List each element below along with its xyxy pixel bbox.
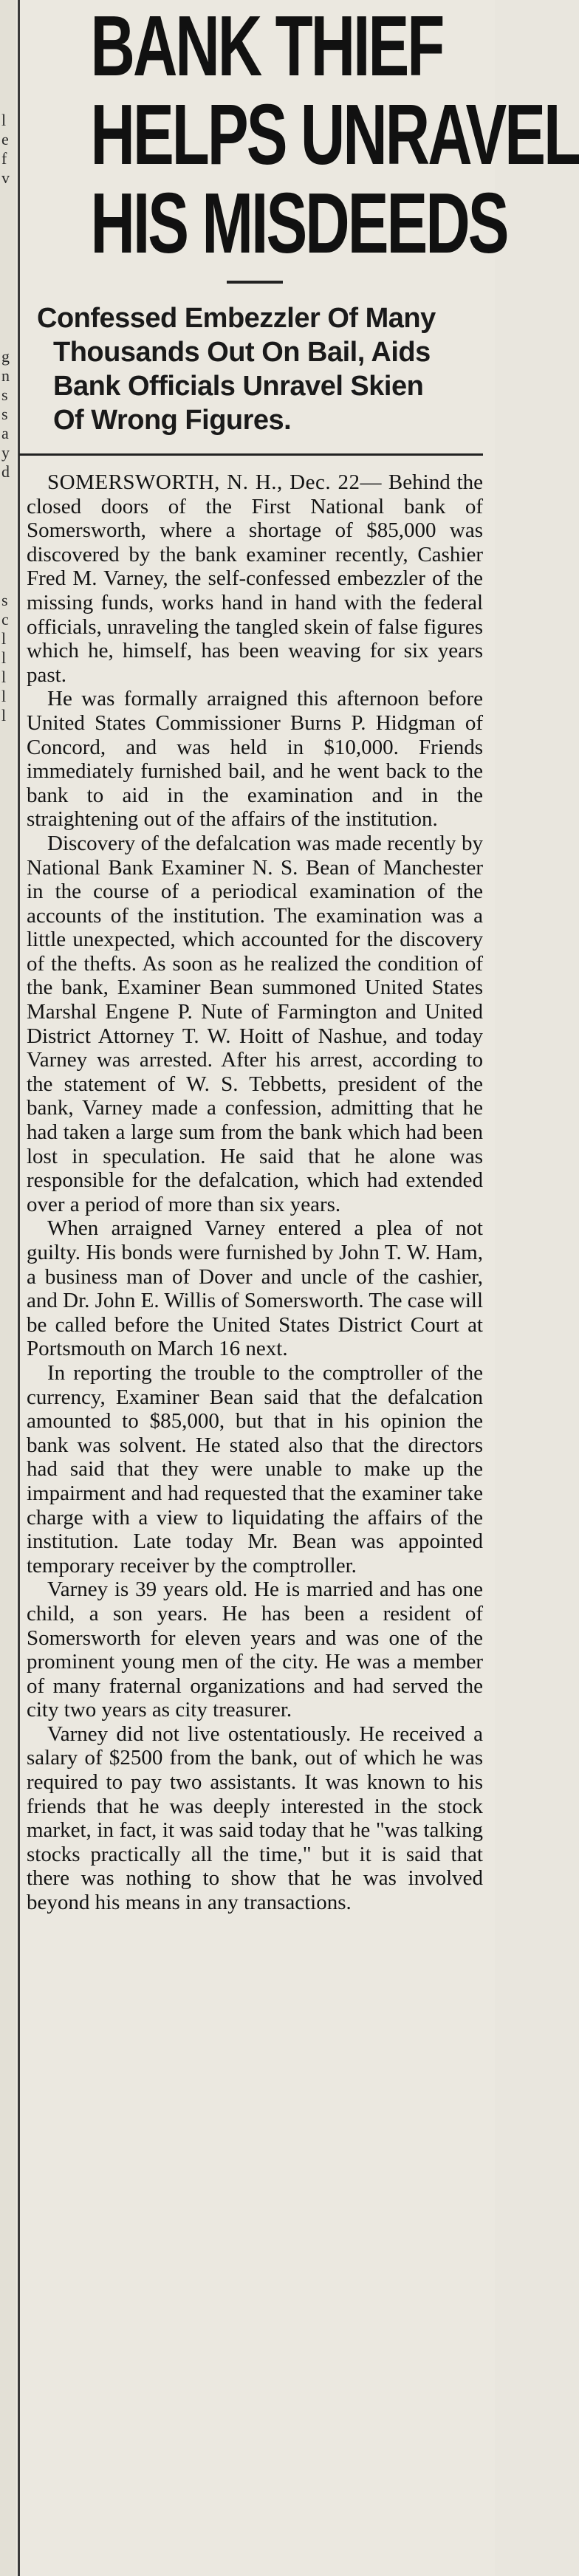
article-paragraph: In reporting the trouble to the comptroller of the currency, Examiner Bean said that the defalcation amounted to $85,000, but that in his opinion the bank was solvent. He stated also that the directors had said that they were unable to make up the impairment and had requested that the examiner take charge with a view to liquidating the affairs of the institution. Late today Mr. Bean was appointed temporary receiver by the comptroller. <box>27 1360 483 1578</box>
headline-line: HELPS UNRAVEL <box>90 86 579 182</box>
article-paragraph: Discovery of the defalcation was made recently by National Bank Examiner N. S. Bean of Manchester in the course of a periodical examination of the accounts of the institution. The examination was a little unexpected, which accounted for the discovery of the thefts. As soon as he realized the condition of the bank, Examiner Bean summoned United States Marshal Engene P. Nute of Farmington and United District Attorney T. W. Hoitt of Nashue, and today Varney was arrested. After his arrest, according to the statement of W. S. Tebbetts, president of the bank, Varney made a confession, admitting that he had taken a large sum from the bank which had been lost in speculation. He said that he alone was responsible for the defalcation, which had extended over a period of more than six years. <box>27 831 483 1216</box>
headline-divider <box>227 281 283 284</box>
article-paragraph: When arraigned Varney entered a plea of not guilty. His bonds were furnished by John T. W. Ham, a business man of Dover and uncle of the cashier, and Dr. John E. Willis of Somersworth. The case will be called before the United States District Court at Portsmouth on March 16 next. <box>27 1216 483 1361</box>
deck-line: Of Wrong Figures. <box>53 405 292 436</box>
deck-line: Thousands Out On Bail, Aids <box>53 337 431 368</box>
deck-divider <box>19 453 483 456</box>
adjacent-column-strip <box>0 0 16 2576</box>
adjacent-column-fragment: s c l l l l l <box>1 591 9 724</box>
dateline: SOMERSWORTH, N. H., Dec. 22— <box>47 470 383 494</box>
article-paragraph: Varney is 39 years old. He is married and has one child, a son years. He has been a resident of Somersworth for eleven years and was one of the prominent young men of the city. He was a member of many fraternal organizations and had served the city two years as city treasurer. <box>27 1578 483 1722</box>
article-column <box>27 0 579 2576</box>
article-paragraph: He was formally arraigned this afternoon before United States Commissioner Burns P. Hidgman of Concord, and was held in $10,000. Friends immediately furnished bail, and he went back to the bank to aid in the examination and in the straightening out of the affairs of the institution. <box>27 687 483 832</box>
headline <box>27 0 579 271</box>
headline-line: BANK THIEF <box>90 0 443 94</box>
headline-line: HIS MISDEEDS <box>90 175 507 271</box>
column-rule <box>18 0 20 2576</box>
paragraph-text: Behind the closed doors of the First National bank of Somersworth, where a shortage of $85,000 was discovered by the bank examiner recently, Cashier Fred M. Varney, the self-confessed embezzler of the missing funds, works hand in hand with the federal officials, unraveling the tangled skein of false figures which he, himself, has been weaving for six years past. <box>27 470 484 687</box>
subheadline-deck <box>37 301 483 437</box>
deck-line: Confessed Embezzler Of Many <box>37 303 436 334</box>
adjacent-column-fragment: l e f v <box>1 111 10 187</box>
adjacent-column-fragment: g n s s a y d <box>1 347 10 481</box>
deck-line: Bank Officials Unravel Skien <box>53 371 424 402</box>
article-paragraph <box>27 470 483 687</box>
article-paragraph: Varney did not live ostentatiously. He received a salary of $2500 from the bank, out of which he was required to pay two assistants. It was known to his friends that he was deeply interested in the stock market, in fact, it was said today that he "was talking stocks practically all the time," but it is said that there was nothing to show that he was involved beyond his means in any transactions. <box>27 1722 483 1915</box>
article-body <box>27 470 483 1915</box>
